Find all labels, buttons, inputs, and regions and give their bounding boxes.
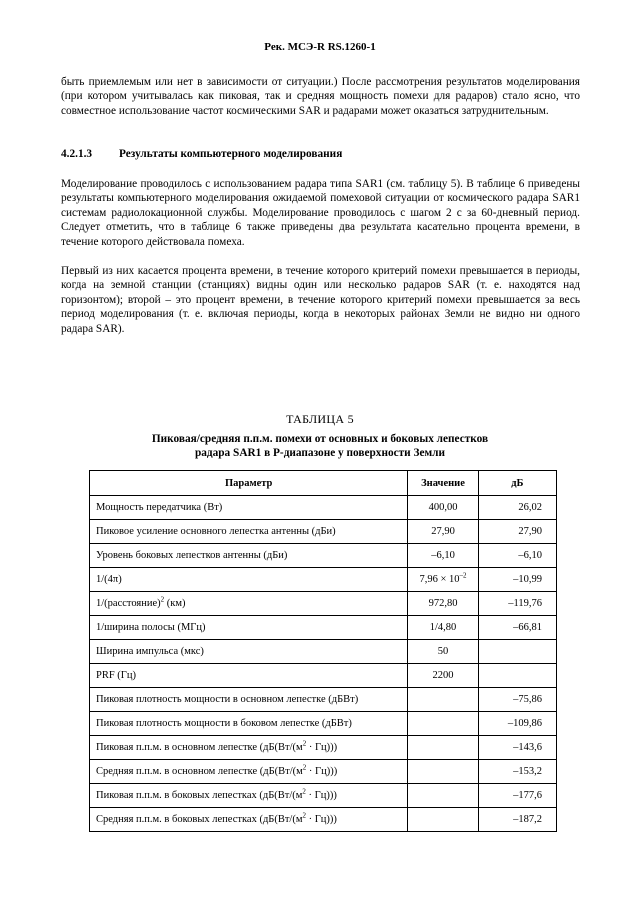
header-value: Значение: [408, 471, 478, 496]
table-row: [90, 760, 557, 784]
cell-db: –187,2: [478, 808, 556, 832]
cell-db: –6,10: [478, 544, 556, 568]
section-number: 4.2.1.3: [61, 148, 93, 160]
param-text: Средняя п.п.м. в основном лепестке (дБ(Вт/(м: [96, 766, 303, 777]
param-exponent: 2: [302, 763, 307, 772]
cell-db: 26,02: [478, 496, 556, 520]
cell-db: –177,6: [478, 784, 556, 808]
paragraph-results: Первый из них касается процента времени, в течение которого критерий помехи превышается в периоды, когда на земной станции (станциях) видны один или несколько радаров SAR (т. е. находятся над горизонтом); второй – это процент времени, в течение которого критерий помехи превышается за весь период моделирования (т. е. включая периоды, когда в некоторых районах Земли не видно ни одного радара SAR).: [61, 265, 580, 335]
cell-value: [408, 688, 478, 712]
param-exponent: 2: [302, 787, 306, 796]
param-text: · Гц))): [306, 742, 338, 753]
table-row: [90, 496, 557, 520]
table-row: [90, 640, 557, 664]
cell-value: 400,00: [408, 496, 478, 520]
cell-db: [478, 640, 556, 664]
param-text: 1/(расстояние): [96, 598, 161, 609]
cell-value: 2200: [408, 664, 478, 688]
table-row: [90, 664, 557, 688]
header-param: Параметр: [90, 471, 408, 496]
cell-param: [90, 784, 408, 808]
cell-value: 50: [408, 640, 478, 664]
param-exponent: 2: [160, 595, 165, 604]
cell-param: Пиковая плотность мощности в основном лепестке (дБВт): [90, 688, 408, 712]
cell-param: Мощность передатчика (Вт): [90, 496, 408, 520]
cell-value: 1/4,80: [408, 616, 478, 640]
section-heading: [61, 148, 342, 160]
table-caption-line2: радара SAR1 в Р-диапазоне у поверхности Земли: [194, 447, 446, 460]
table-row: [90, 616, 557, 640]
cell-value: [408, 568, 478, 592]
header-db: дБ: [478, 471, 556, 496]
param-exponent: 2: [302, 739, 307, 748]
cell-param: Ширина импульса (мкс): [90, 640, 408, 664]
param-text: · Гц))): [306, 766, 338, 777]
table-row: [90, 544, 557, 568]
table-caption: [0, 432, 640, 461]
table-label: ТАБЛИЦА 5: [286, 412, 354, 426]
table-row: [90, 520, 557, 544]
section-title: Результаты компьютерного моделирования: [119, 148, 343, 160]
cell-db: –153,2: [478, 760, 556, 784]
cell-value: [408, 760, 478, 784]
table-row: [90, 736, 557, 760]
cell-param: Уровень боковых лепестков антенны (дБи): [90, 544, 408, 568]
cell-param: [90, 760, 408, 784]
cell-value: [408, 712, 478, 736]
param-text: Пиковая п.п.м. в боковых лепестках (дБ(Вт/(м: [96, 790, 303, 801]
cell-value: 972,80: [408, 592, 478, 616]
table-row: [90, 568, 557, 592]
table-row: [90, 688, 557, 712]
cell-param: PRF (Гц): [90, 664, 408, 688]
param-text: · Гц))): [305, 814, 337, 825]
cell-db: –143,6: [478, 736, 556, 760]
cell-db: [478, 664, 556, 688]
cell-db: –66,81: [478, 616, 556, 640]
cell-value: 27,90: [408, 520, 478, 544]
param-text: · Гц))): [305, 790, 337, 801]
value-exponent: –2: [459, 571, 467, 580]
value-base: 7,96 × 10: [419, 574, 460, 585]
table-caption-line1: Пиковая/средняя п.п.м. помехи от основных и боковых лепестков: [151, 433, 489, 445]
cell-db: –119,76: [478, 592, 556, 616]
cell-param: 1/(4π): [90, 568, 408, 592]
page-header: Рек. МСЭ-R RS.1260-1: [264, 41, 376, 53]
table-header-row: [90, 471, 557, 496]
table-row: [90, 808, 557, 832]
cell-param: [90, 808, 408, 832]
cell-db: –109,86: [478, 712, 556, 736]
param-text: Средняя п.п.м. в боковых лепестках (дБ(Вт/(м: [96, 814, 303, 825]
cell-db: 27,90: [478, 520, 556, 544]
cell-db: –75,86: [478, 688, 556, 712]
table-row: [90, 592, 557, 616]
param-text: Пиковая п.п.м. в основном лепестке (дБ(Вт/(м: [96, 742, 303, 753]
cell-param: [90, 592, 408, 616]
param-exponent: 2: [302, 811, 306, 820]
cell-param: Пиковое усиление основного лепестка антенны (дБи): [90, 520, 408, 544]
cell-param: Пиковая плотность мощности в боковом лепестке (дБВт): [90, 712, 408, 736]
table-row: [90, 712, 557, 736]
paragraph-continuation: быть приемлемым или нет в зависимости от ситуации.) После рассмотрения результатов моделирования (при котором учитывалась как пиковая, так и средняя мощность помехи для радаров) стало ясно, что совместное использование частот космическими SAR и радарами может оказаться затруднительным.: [61, 76, 580, 117]
cell-value: [408, 808, 478, 832]
paragraph-simulation: Моделирование проводилось с использованием радара типа SAR1 (см. таблицу 5). В таблице 6 приведены результаты компьютерного моделирования ожидаемой помеховой ситуации от космического радара SAR1 системам радиолокационной службы. Моделирование проводилось с шагом 2 с за 60-дневный период. Следует отметить, что в таблице 6 также приведены два результата касательно процента времени, в течение которого действовала помеха.: [61, 178, 580, 248]
interference-table: [89, 470, 557, 832]
cell-value: –6,10: [408, 544, 478, 568]
table-row: [90, 784, 557, 808]
cell-value: [408, 736, 478, 760]
cell-param: 1/ширина полосы (МГц): [90, 616, 408, 640]
param-text: (км): [164, 598, 186, 609]
cell-param: [90, 736, 408, 760]
cell-db: –10,99: [478, 568, 556, 592]
cell-value: [408, 784, 478, 808]
